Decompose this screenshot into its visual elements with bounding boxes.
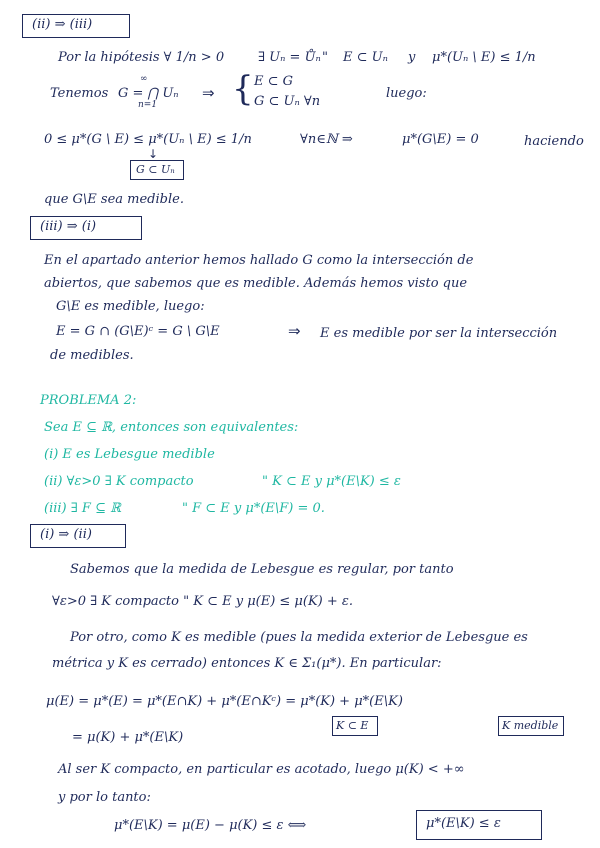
part3-line-5: μ(E) = μ*(E) = μ*(E∩K) + μ*(E∩Kᶜ) = μ*(K) + μ*(E\K) xyxy=(46,694,403,709)
part3-line-6: = μ(K) + μ*(E\K) xyxy=(72,730,184,745)
hypothesis-ditto: " xyxy=(322,50,328,65)
part2-line-5: de medibles. xyxy=(50,348,134,363)
implies-arrow-1: ⇒ xyxy=(202,84,215,102)
part3-line-2: ∀ε>0 ∃ K compacto " K ⊂ E y μ(E) ≤ μ(K) + ε. xyxy=(52,594,354,609)
brace-line-1: E ⊂ G xyxy=(254,74,294,89)
implies-arrow-2: ⇒ xyxy=(288,322,301,340)
part2-line-2: abiertos, que sabemos que es medible. Además hemos visto que xyxy=(44,276,468,291)
problem-2-title: PROBLEMA 2: xyxy=(40,393,137,408)
hypothesis-left: Por la hipótesis ∀ 1/n > 0 xyxy=(58,50,225,65)
inequality-chain: 0 ≤ μ*(G \ E) ≤ μ*(Uₙ \ E) ≤ 1/n xyxy=(44,132,252,147)
note-k-medible: K medible xyxy=(502,719,559,732)
brace-symbol: { xyxy=(232,69,254,109)
inequality-forall: ∀n∈ℕ ⇒ xyxy=(300,132,353,147)
g-def: G = ⋂ Uₙ xyxy=(118,86,179,101)
heading-iii-i: (iii) ⇒ (i) xyxy=(40,219,97,234)
part3-line-4: métrica y K es cerrado) entonces K ∈ Σ₁(μ*). En particular: xyxy=(52,656,442,671)
g-def-upper: ∞ xyxy=(140,74,148,84)
part2-line-3: G\E es medible, luego: xyxy=(56,299,205,314)
hypothesis-y: y xyxy=(408,50,416,65)
hypothesis-exists: ∃ Uₙ = Ůₙ xyxy=(258,50,321,65)
part3-line-9: μ*(E\K) = μ(E) − μ(K) ≤ ε ⟺ xyxy=(114,818,307,833)
part2-line-1: En el apartado anterior hemos hallado G como la intersección de xyxy=(44,253,474,268)
problem-2-item-3a: (iii) ∃ F ⊆ ℝ xyxy=(44,501,121,516)
problem-2-item-2a: (ii) ∀ε>0 ∃ K compacto xyxy=(44,474,194,489)
note-box-1-label: G ⊂ Uₙ xyxy=(136,163,175,176)
part2-line-4-rest: E es medible por ser la intersección xyxy=(320,326,558,341)
part3-line-3: Por otro, como K es medible (pues la medida exterior de Lebesgue es xyxy=(70,630,528,645)
part3-line-8: y por lo tanto: xyxy=(58,790,151,805)
down-arrow-note-1: ↓ xyxy=(148,147,159,161)
problem-2-statement: Sea E ⊆ ℝ, entonces son equivalentes: xyxy=(44,420,299,435)
heading-ii-iii: (ii) ⇒ (iii) xyxy=(32,17,93,32)
note-k-subset-e: K ⊂ E xyxy=(336,719,369,732)
hypothesis-subset: E ⊂ Uₙ xyxy=(343,50,388,65)
luego-label: luego: xyxy=(386,86,427,101)
part2-line-4-eq: E = G ∩ (G\E)ᶜ = G \ G\E xyxy=(56,324,220,339)
inequality-haciendo: haciendo xyxy=(524,134,584,149)
problem-2-item-3b: " F ⊂ E y μ*(E\F) = 0. xyxy=(182,501,325,516)
inequality-result: μ*(G\E) = 0 xyxy=(402,132,479,147)
heading-i-ii: (i) ⇒ (ii) xyxy=(40,527,92,542)
problem-2-item-1: (i) E es Lebesgue medible xyxy=(44,447,215,462)
tenemos-label: Tenemos xyxy=(50,86,109,101)
final-result: μ*(E\K) ≤ ε xyxy=(426,816,501,831)
part3-line-7: Al ser K compacto, en particular es acotado, luego μ(K) < +∞ xyxy=(58,762,465,777)
g-def-lower: n=1 xyxy=(138,100,158,110)
problem-2-item-2b: " K ⊂ E y μ*(E\K) ≤ ε xyxy=(262,474,401,489)
hypothesis-measure: μ*(Uₙ \ E) ≤ 1/n xyxy=(432,50,536,65)
brace-line-2: G ⊂ Uₙ ∀n xyxy=(254,94,321,109)
part3-line-1: Sabemos que la medida de Lebesgue es regular, por tanto xyxy=(70,562,454,577)
part1-conclusion: que G\E sea medible. xyxy=(44,192,184,207)
